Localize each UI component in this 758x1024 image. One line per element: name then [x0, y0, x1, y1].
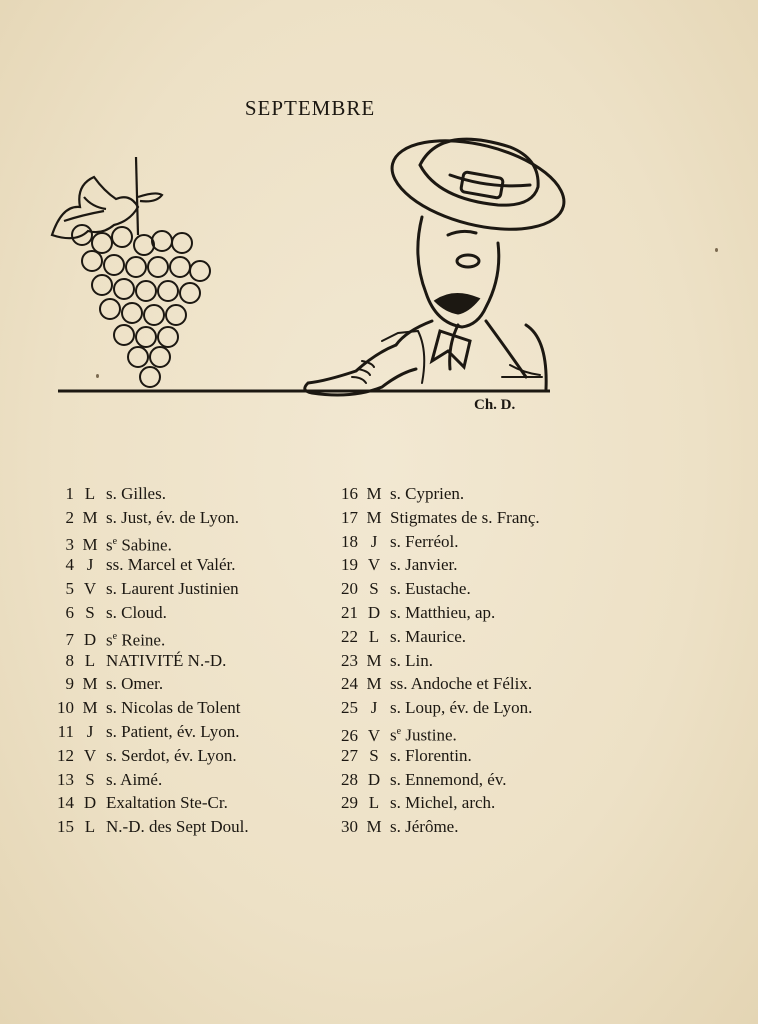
man-with-boater-hat-icon: [305, 125, 573, 395]
saint-name: s. Janvier.: [390, 555, 458, 575]
day-number: 9: [65, 674, 74, 694]
calendar-row: [330, 625, 590, 649]
calendar-row: [40, 530, 330, 554]
saint-name: $s^e$ Justine.: [390, 725, 457, 745]
calendar-row: [40, 768, 330, 792]
weekday-letter: S: [85, 769, 95, 789]
calendar-row: [330, 553, 590, 577]
paper-speck: [96, 374, 99, 378]
weekday-letter: J: [86, 555, 94, 575]
day-number: 10: [57, 698, 74, 718]
day-number: 24: [341, 674, 358, 694]
calendar-row: [330, 696, 590, 720]
saint-name: s. Ennemond, év.: [390, 769, 507, 789]
saint-name: NATIVITÉ N.-D.: [106, 650, 227, 670]
day-number: 6: [65, 602, 74, 622]
calendar-column-right: [330, 482, 590, 839]
day-number: 18: [341, 531, 358, 551]
weekday-letter: L: [84, 650, 96, 670]
day-number: 30: [341, 817, 358, 837]
day-number: 13: [57, 769, 74, 789]
calendar-row: [40, 482, 330, 506]
day-number: 21: [341, 602, 358, 622]
saint-name: ss. Marcel et Valér.: [106, 555, 236, 575]
day-number: 16: [341, 484, 358, 503]
weekday-letter: D: [83, 630, 97, 650]
saint-name: s. Maurice.: [390, 626, 467, 646]
day-number: 19: [341, 555, 358, 575]
saint-name: Exaltation Ste-Cr.: [106, 793, 228, 813]
weekday-letter: M: [366, 650, 382, 670]
weekday-letter: L: [84, 817, 96, 837]
illustration: [40, 125, 580, 425]
saint-name: s. Cloud.: [106, 602, 167, 622]
weekday-letter: M: [366, 817, 382, 837]
calendar-row: [40, 672, 330, 696]
calendar-row: [330, 720, 590, 744]
page-title: SEPTEMBRE: [244, 96, 376, 120]
saint-name: s. Laurent Justinien: [106, 579, 239, 599]
artist-signature: Ch. D.: [474, 397, 516, 413]
weekday-letter: S: [369, 745, 379, 765]
saint-name: N.-D. des Sept Doul.: [106, 817, 249, 837]
weekday-letter: J: [370, 531, 378, 551]
saint-name: s. Michel, arch.: [390, 793, 496, 813]
calendar-row: [330, 768, 590, 792]
saint-name: s. Just, év. de Lyon.: [106, 507, 240, 527]
calendar-row: [40, 791, 330, 815]
calendar-row: [330, 815, 590, 839]
calendar-row: [40, 744, 330, 768]
weekday-letter: V: [367, 725, 381, 745]
calendar-row: [40, 601, 330, 625]
saint-name: s. Serdot, év. Lyon.: [106, 745, 237, 765]
day-number: 4: [65, 555, 74, 575]
saint-name: s. Matthieu, ap.: [390, 602, 496, 622]
saint-name: s. Nicolas de Tolent: [106, 698, 241, 718]
saint-name: s. Loup, év. de Lyon.: [390, 698, 533, 718]
day-number: 12: [57, 745, 74, 765]
weekday-letter: S: [369, 579, 379, 599]
saint-name: s. Gilles.: [106, 484, 166, 503]
day-number: 20: [341, 579, 358, 599]
weekday-letter: J: [370, 698, 378, 718]
day-number: 26: [341, 725, 358, 745]
saint-name: s. Aimé.: [106, 769, 163, 789]
calendar-row: [40, 815, 330, 839]
calendar-row: [330, 482, 590, 506]
calendar-row: [40, 553, 330, 577]
saint-name: s. Eustache.: [390, 579, 471, 599]
weekday-letter: L: [368, 793, 380, 813]
weekday-letter: M: [366, 507, 382, 527]
saint-name: s. Omer.: [106, 674, 164, 694]
weekday-letter: M: [82, 507, 98, 527]
weekday-letter: D: [367, 602, 381, 622]
calendar-row: [40, 506, 330, 530]
calendar-column-left: [40, 482, 330, 839]
day-number: 3: [65, 535, 74, 555]
weekday-letter: M: [82, 674, 98, 694]
weekday-letter: L: [84, 484, 96, 503]
day-number: 5: [65, 579, 74, 599]
weekday-letter: M: [82, 698, 98, 718]
grape-bunch-icon: [52, 157, 210, 387]
saint-name: s. Cyprien.: [390, 484, 465, 503]
saint-name: Stigmates de s. Franç.: [390, 507, 540, 527]
calendar-row: [330, 744, 590, 768]
calendar-row: [40, 577, 330, 601]
day-number: 29: [341, 793, 358, 813]
day-number: 17: [341, 507, 358, 527]
calendar-row: [330, 649, 590, 673]
day-number: 2: [65, 507, 74, 527]
day-number: 15: [57, 817, 74, 837]
weekday-letter: V: [83, 579, 97, 599]
day-number: 8: [65, 650, 74, 670]
calendar-row: [40, 696, 330, 720]
calendar-row: [330, 577, 590, 601]
saint-name: s. Florentin.: [390, 745, 472, 765]
day-number: 1: [65, 484, 74, 503]
saint-name: $s^e$ Sabine.: [106, 535, 172, 555]
weekday-letter: M: [366, 484, 382, 503]
calendar-row: [330, 791, 590, 815]
weekday-letter: M: [82, 535, 98, 555]
weekday-letter: D: [367, 769, 381, 789]
calendar-row: [330, 601, 590, 625]
day-number: 11: [57, 721, 74, 741]
day-number: 28: [341, 769, 358, 789]
saint-name: s. Jérôme.: [390, 817, 459, 837]
saint-name: s. Patient, év. Lyon.: [106, 721, 240, 741]
calendar-row: [330, 672, 590, 696]
weekday-letter: V: [367, 555, 381, 575]
calendar-row: [40, 649, 330, 673]
calendar-row: [40, 720, 330, 744]
day-number: 27: [341, 745, 358, 765]
saint-name: s. Ferréol.: [390, 531, 459, 551]
calendar-row: [40, 625, 330, 649]
day-number: 25: [341, 698, 358, 718]
day-number: 22: [341, 626, 358, 646]
day-number: 23: [341, 650, 358, 670]
saint-name: ss. Andoche et Félix.: [390, 674, 533, 694]
weekday-letter: L: [368, 626, 380, 646]
weekday-letter: M: [366, 674, 382, 694]
saint-name: s. Lin.: [390, 650, 433, 670]
day-number: 14: [57, 793, 74, 813]
saint-name: $s^e$ Reine.: [106, 630, 166, 650]
weekday-letter: V: [83, 745, 97, 765]
calendar-row: [330, 530, 590, 554]
calendar-row: [330, 506, 590, 530]
day-number: 7: [65, 630, 74, 650]
weekday-letter: D: [83, 793, 97, 813]
paper-speck: [715, 248, 718, 252]
weekday-letter: J: [86, 721, 94, 741]
weekday-letter: S: [85, 602, 95, 622]
